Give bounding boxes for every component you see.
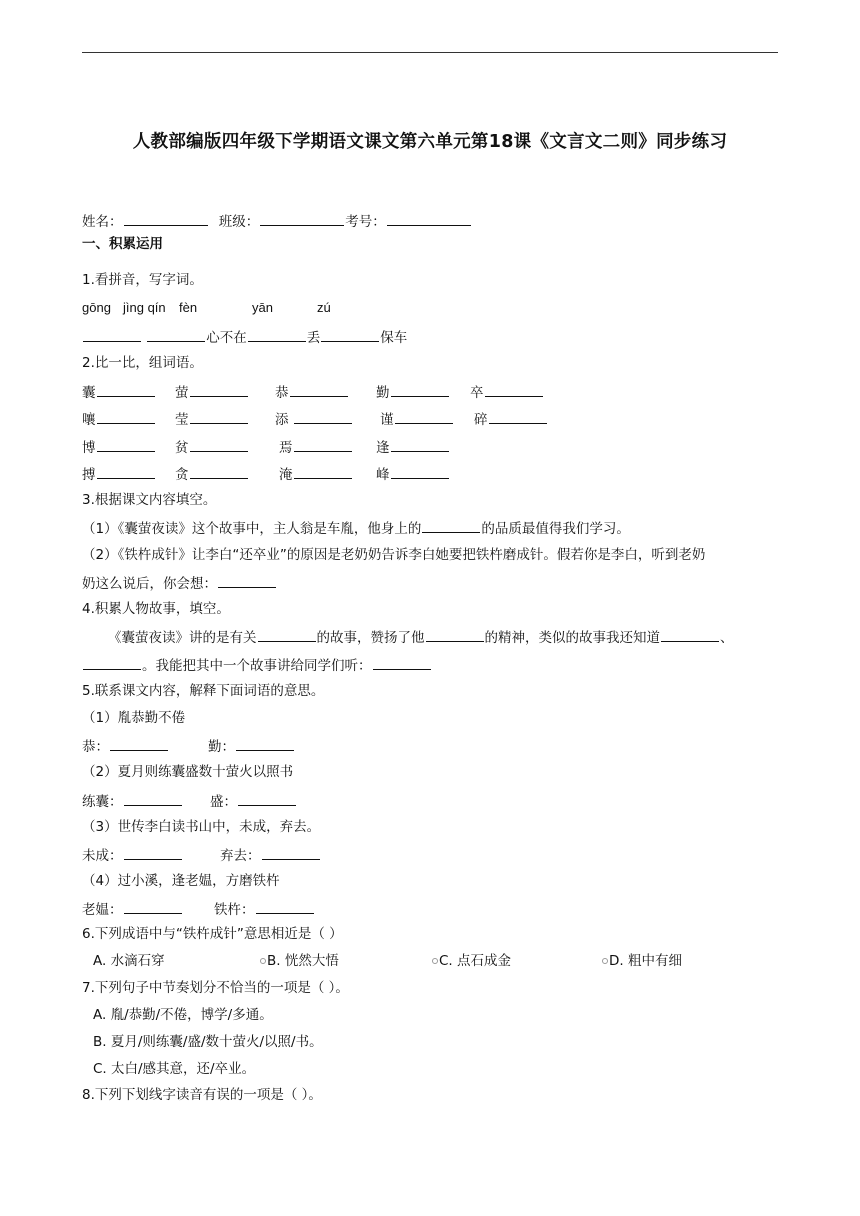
q2-char: 卒	[470, 385, 484, 401]
q6-option-c-label: C. 点石成金	[439, 953, 512, 969]
q3-item-2: （2）《铁杵成针》让李白“还卒业”的原因是老奶奶告诉李白她要把铁杵磨成针。假若你是李白，听到老奶	[82, 547, 706, 563]
q4-text: 的故事，赞扬了他	[316, 630, 425, 646]
q5-answer-1	[82, 736, 482, 754]
q2-row-3	[82, 437, 582, 455]
q2-char: 囊	[82, 385, 96, 401]
q2-char: 添	[275, 412, 289, 428]
section-heading: 一、积累运用	[82, 236, 163, 252]
option-marker-icon	[602, 958, 608, 964]
q1-answer-line	[82, 327, 407, 347]
question-6-prompt: 6.下列成语中与“铁杵成针”意思相近是（ ）	[82, 926, 343, 942]
q1-blank-2[interactable]	[147, 327, 205, 342]
q2-char: 淹	[279, 467, 293, 483]
q2-blank[interactable]	[190, 409, 248, 424]
q2-blank[interactable]	[489, 409, 547, 424]
q6-option-b-label: B. 恍然大悟	[267, 953, 339, 969]
q6-option-d[interactable]	[602, 952, 682, 970]
q6-options	[82, 952, 762, 970]
q2-blank[interactable]	[290, 382, 348, 397]
q5-blank[interactable]	[124, 845, 182, 860]
q1-pinyin-row	[82, 299, 382, 317]
q3-item-2-cont	[82, 573, 277, 593]
q2-char: 搏	[82, 467, 96, 483]
q4-blank-1[interactable]	[258, 627, 316, 642]
question-4-prompt: 4.积累人物故事，填空。	[82, 601, 230, 617]
q1-blank-3[interactable]	[248, 327, 306, 342]
q5-answer-4	[82, 899, 482, 917]
q6-option-d-label: D. 粗中有细	[609, 953, 682, 969]
q2-char: 恭	[275, 385, 289, 401]
q2-char: 博	[82, 440, 96, 456]
q5-word: 勤：	[208, 739, 235, 755]
question-3-prompt: 3.根据课文内容填空。	[82, 492, 217, 508]
q2-blank[interactable]	[485, 382, 543, 397]
q2-blank[interactable]	[97, 437, 155, 452]
question-5-prompt: 5.联系课文内容，解释下面词语的意思。	[82, 683, 325, 699]
q5-answer-3	[82, 845, 482, 863]
q6-option-c[interactable]	[432, 952, 511, 970]
q5-sentence-3: （3）世传李白读书山中，未成，弃去。	[82, 819, 321, 835]
q2-blank[interactable]	[294, 409, 352, 424]
q2-row-4	[82, 464, 582, 482]
q3-blank-1[interactable]	[422, 518, 480, 533]
q4-blank-4[interactable]	[83, 655, 141, 670]
q5-blank[interactable]	[256, 899, 314, 914]
q3-text: 的品质最值得我们学习。	[481, 521, 630, 537]
class-label: 班级：	[218, 214, 260, 230]
pinyin-5: zú	[317, 300, 331, 315]
question-7-prompt: 7.下列句子中节奏划分不恰当的一项是（ ）。	[82, 980, 349, 996]
pinyin-1: gōng	[82, 300, 111, 315]
q2-char: 莹	[175, 412, 189, 428]
q6-option-a[interactable]: A. 水滴石穿	[93, 953, 165, 969]
q2-row-2	[82, 409, 582, 427]
q2-blank[interactable]	[294, 437, 352, 452]
q6-option-b[interactable]	[260, 952, 339, 970]
q2-blank[interactable]	[97, 409, 155, 424]
exam-number-field[interactable]	[387, 211, 471, 226]
q4-blank-5[interactable]	[373, 655, 431, 670]
q2-blank[interactable]	[391, 464, 449, 479]
class-field[interactable]	[260, 211, 344, 226]
q5-blank[interactable]	[110, 736, 168, 751]
q2-char: 逢	[376, 440, 390, 456]
q2-blank[interactable]	[391, 437, 449, 452]
q4-text: 、	[720, 630, 734, 646]
q7-option-c[interactable]: C. 太白/感其意，还/卒业。	[93, 1061, 256, 1077]
q2-char: 勤	[376, 385, 390, 401]
student-info-line	[82, 211, 472, 231]
q5-sentence-2: （2）夏月则练囊盛数十萤火以照书	[82, 764, 294, 780]
pinyin-3: fèn	[179, 300, 198, 315]
q4-paragraph	[108, 627, 734, 647]
page-title: 人教部编版四年级下学期语文课文第六单元第18课《文言文二则》同步练习	[132, 132, 728, 152]
q4-blank-3[interactable]	[661, 627, 719, 642]
exam-label: 考号：	[345, 214, 386, 230]
name-label: 姓名：	[82, 214, 123, 230]
q2-row-1	[82, 382, 582, 400]
question-8-prompt: 8.下列下划线字读音有误的一项是（ ）。	[82, 1087, 322, 1103]
q1-blank-4[interactable]	[321, 327, 379, 342]
q5-blank[interactable]	[124, 899, 182, 914]
q3-item-1	[82, 518, 630, 538]
q2-char: 贫	[175, 440, 189, 456]
q5-word: 恭：	[82, 739, 109, 755]
q3-text: 奶这么说后，你会想：	[82, 576, 217, 592]
q1-blank-1[interactable]	[83, 327, 141, 342]
q2-blank[interactable]	[395, 409, 453, 424]
q1-text-3: 保车	[380, 330, 408, 346]
header-rule	[82, 52, 778, 53]
q5-blank[interactable]	[262, 845, 320, 860]
option-marker-icon	[432, 958, 438, 964]
q2-char: 峰	[376, 467, 390, 483]
q7-option-a[interactable]: A. 胤/恭勤/不倦，博学/多通。	[93, 1007, 273, 1023]
q5-answer-2	[82, 791, 482, 809]
q5-sentence-1: （1）胤恭勤不倦	[82, 710, 186, 726]
q4-paragraph-cont	[82, 655, 432, 675]
q5-sentence-4: （4）过小溪，逢老媪，方磨铁杵	[82, 873, 280, 889]
q2-char: 萤	[175, 385, 189, 401]
question-2-prompt: 2.比一比，组词语。	[82, 355, 203, 371]
q2-char: 贪	[175, 467, 189, 483]
option-marker-icon	[260, 958, 266, 964]
q5-word: 盛：	[210, 794, 237, 810]
q5-word: 未成：	[82, 848, 123, 864]
q4-text: 的精神，类似的故事我还知道	[484, 630, 660, 646]
q4-text: 《囊萤夜读》讲的是有关	[108, 630, 257, 646]
name-field[interactable]	[124, 211, 208, 226]
q2-blank[interactable]	[190, 464, 248, 479]
q2-blank[interactable]	[97, 382, 155, 397]
q5-word: 老媪：	[82, 902, 123, 918]
q2-char: 碎	[474, 412, 488, 428]
q5-blank[interactable]	[236, 736, 294, 751]
q2-blank[interactable]	[190, 437, 248, 452]
q2-char: 嚷	[82, 412, 96, 428]
q5-blank[interactable]	[238, 791, 296, 806]
q5-word: 铁杵：	[214, 902, 255, 918]
q2-blank[interactable]	[391, 382, 449, 397]
q2-blank[interactable]	[190, 382, 248, 397]
q2-char: 谨	[380, 412, 394, 428]
q7-option-b[interactable]: B. 夏月/则练囊/盛/数十萤火/以照/书。	[93, 1034, 323, 1050]
q2-blank[interactable]	[294, 464, 352, 479]
question-1-prompt: 1.看拼音，写字词。	[82, 272, 203, 288]
q5-word: 弃去：	[220, 848, 261, 864]
q1-text-2: 丢	[306, 330, 321, 346]
q1-text-1: 心不在	[206, 330, 247, 346]
q2-blank[interactable]	[97, 464, 155, 479]
q5-blank[interactable]	[124, 791, 182, 806]
q4-text: 。我能把其中一个故事讲给同学们听：	[142, 658, 372, 674]
pinyin-4: yān	[252, 300, 273, 315]
pinyin-2: jìng qín	[123, 300, 166, 315]
q2-char: 焉	[279, 440, 293, 456]
q5-word: 练囊：	[82, 794, 123, 810]
q4-blank-2[interactable]	[426, 627, 484, 642]
q3-blank-2[interactable]	[218, 573, 276, 588]
q3-text: （1）《囊萤夜读》这个故事中，主人翁是车胤，他身上的	[82, 521, 422, 537]
